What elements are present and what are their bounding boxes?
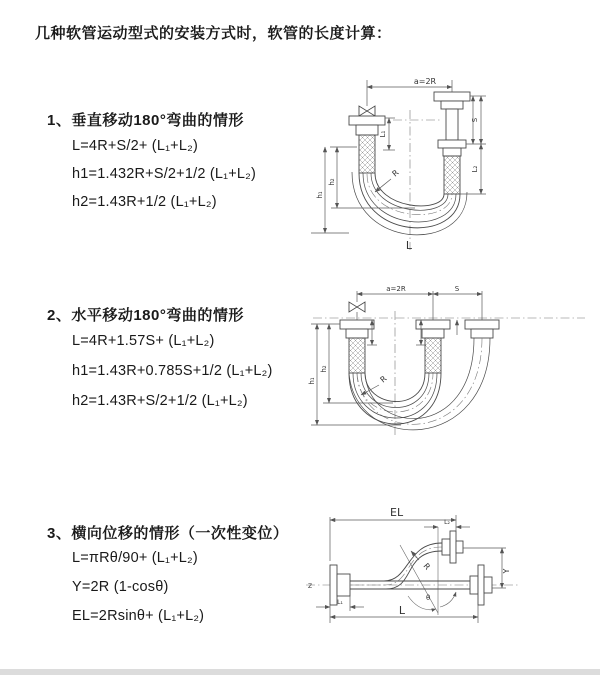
section-1-formula-h2: h2=1.43R+1/2 (L₁+L₂) (72, 194, 217, 210)
braided-hose-section (349, 338, 365, 373)
dim-label-r: R (378, 374, 389, 385)
dim-label-l2: L₂ (471, 165, 479, 173)
hose-arcs (349, 338, 490, 430)
dim-label-h1: h₁ (308, 377, 316, 385)
diagram-horizontal-180-bend (303, 283, 593, 445)
dim-label-a2r: a=2R (413, 77, 437, 86)
left-pipe (349, 106, 385, 173)
diagram-lateral-displacement (298, 503, 600, 651)
left-flange (330, 565, 337, 605)
section-2-formula-h2: h2=1.43R+S/2+1/2 (L₁+L₂) (72, 393, 248, 409)
section-2-formula-h1: h1=1.43R+0.785S+1/2 (L₁+L₂) (72, 363, 273, 379)
dim-label-y: Y (502, 568, 511, 574)
dim-label-h2: h₂ (328, 178, 336, 186)
dim-label-r: R (421, 561, 432, 572)
dim-label-r: R (390, 168, 401, 179)
section-3-heading: 3、横向位移的情形（一次性变位） (47, 525, 289, 542)
pipes (340, 302, 499, 373)
braided-hose-section (359, 135, 375, 173)
section-2-heading: 2、水平移动180°弯曲的情形 (47, 307, 244, 324)
dimension-lines (311, 291, 482, 425)
valve-icon (349, 302, 365, 312)
section-3-formula-Y: Y=2R (1-cosθ) (72, 579, 169, 595)
section-3-formula-L: L=πRθ/90+ (L₁+L₂) (72, 550, 198, 566)
braided-hose-section (425, 338, 441, 373)
braided-hose-section (444, 156, 460, 194)
dim-label-h2: h₂ (320, 365, 328, 373)
page-title: 几种软管运动型式的安装方式时，软管的长度计算： (35, 25, 392, 42)
dim-label-l: L (398, 604, 406, 617)
page-bottom-edge (0, 669, 600, 675)
valve-icon (359, 106, 375, 116)
dim-label-l: L (405, 239, 413, 252)
section-1-formula-h1: h1=1.432R+S/2+1/2 (L₁+L₂) (72, 166, 257, 182)
dim-label-theta: θ (426, 594, 431, 602)
right-flange-displaced (442, 539, 450, 555)
diagram-vertical-180-bend (305, 70, 590, 262)
right-flange-original (470, 576, 478, 594)
dim-label-s: S (454, 285, 460, 293)
displaced-pipe-flange (465, 320, 499, 329)
dim-label-el: EL (390, 506, 404, 519)
dim-label-l2: L₂ (444, 519, 450, 526)
dim-label-z: Z (308, 583, 313, 590)
section-2-formula-L: L=4R+1.57S+ (L₁+L₂) (72, 333, 215, 349)
dim-label-s: S (471, 117, 479, 123)
right-pipe (434, 92, 470, 194)
dim-label-a2r: a=2R (386, 285, 406, 293)
dim-label-h1: h₁ (316, 191, 324, 199)
section-1-heading: 1、垂直移动180°弯曲的情形 (47, 112, 244, 129)
dim-label-l1: L₁ (379, 130, 387, 138)
dim-label-l1: L₁ (337, 599, 343, 606)
section-3-formula-EL: EL=2Rsinθ+ (L₁+L₂) (72, 608, 205, 624)
section-1-formula-L: L=4R+S/2+ (L₁+L₂) (72, 138, 198, 154)
